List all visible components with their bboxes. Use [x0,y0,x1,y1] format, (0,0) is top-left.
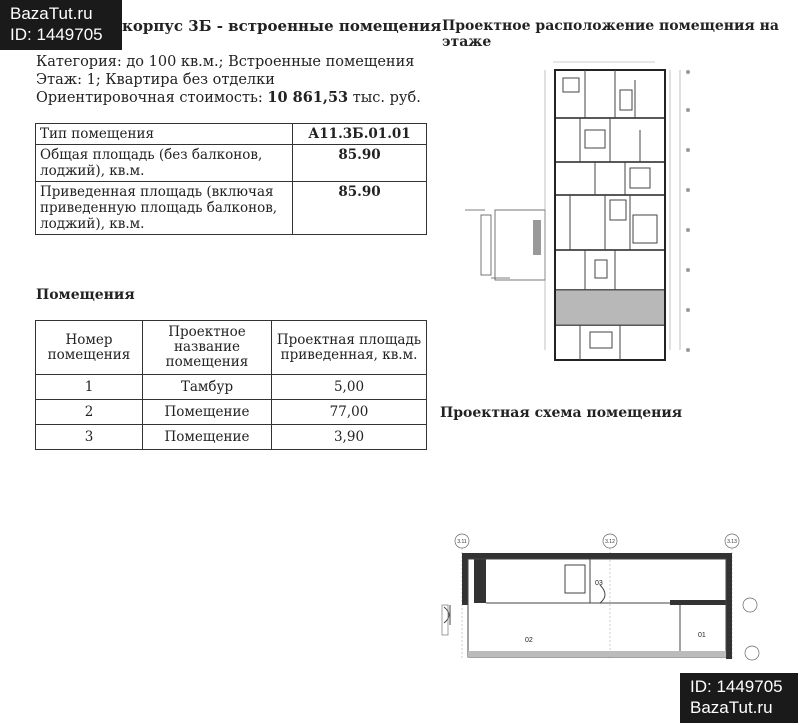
room-name: Тамбур [143,375,272,400]
rooms-table [35,320,427,450]
summary-value: 85.90 [293,145,427,182]
axis-label: 3.11 [457,539,467,545]
room-name: Помещение [143,425,272,450]
summary-value: А11.3Б.01.01 [293,124,427,145]
info-category: Категория: до 100 кв.м.; Встроенные помещения [36,54,415,70]
summary-label: Тип помещения [36,124,293,145]
room-number: 2 [36,400,143,425]
watermark-bottom-right [680,673,798,723]
summary-value: 85.90 [293,182,427,235]
room-scheme-image [440,525,770,665]
summary-label: Приведенная площадь (включая приведенную площадь балконов, лоджий), кв.м. [36,182,293,235]
room-area: 5,00 [272,375,427,400]
floor-plan-title: Проектное расположение помещения на этаже [442,18,779,50]
header-room-area: Проектная площадь приведенная, кв.м. [272,321,427,375]
room-area: 77,00 [272,400,427,425]
watermark-top-left [0,0,122,50]
axis-label: 3.12 [605,539,615,545]
table-row [36,400,427,425]
info-price [36,89,421,107]
room-scheme-title: Проектная схема помещения [440,405,683,421]
watermark-site: BazaTut.ru [10,4,93,23]
table-row [36,124,427,145]
room-name: Помещение [143,400,272,425]
header-room-number: Номер помещения [36,321,143,375]
summary-label: Общая площадь (без балконов, лоджий), кв.м. [36,145,293,182]
property-info [36,53,421,107]
table-row [36,145,427,182]
table-row [36,182,427,235]
summary-table [35,123,427,235]
watermark-id: ID: 1449705 [10,25,103,44]
floor-plan-image [455,50,695,370]
highlighted-room [556,290,664,325]
header-room-name: Проектное название помещения [143,321,272,375]
info-price-label: Ориентировочная стоимость: [36,90,263,106]
info-price-value: 10 861,53 [267,89,349,106]
info-price-unit: тыс. руб. [352,90,421,106]
room-label: 02 [525,637,533,644]
room-number: 3 [36,425,143,450]
table-row [36,375,427,400]
room-label: 03 [595,580,603,587]
table-row [36,425,427,450]
info-floor: Этаж: 1; Квартира без отделки [36,72,275,88]
table-header-row [36,321,427,375]
room-area: 3,90 [272,425,427,450]
rooms-section-title: Помещения [36,287,135,303]
key-plan [465,210,545,280]
room-label: 01 [698,632,706,639]
axis-label: 3.13 [727,539,737,545]
watermark-id: ID: 1449705 [690,677,783,696]
watermark-site: BazaTut.ru [690,698,773,717]
page-title: корпус 3Б - встроенные помещения [122,17,442,35]
room-number: 1 [36,375,143,400]
